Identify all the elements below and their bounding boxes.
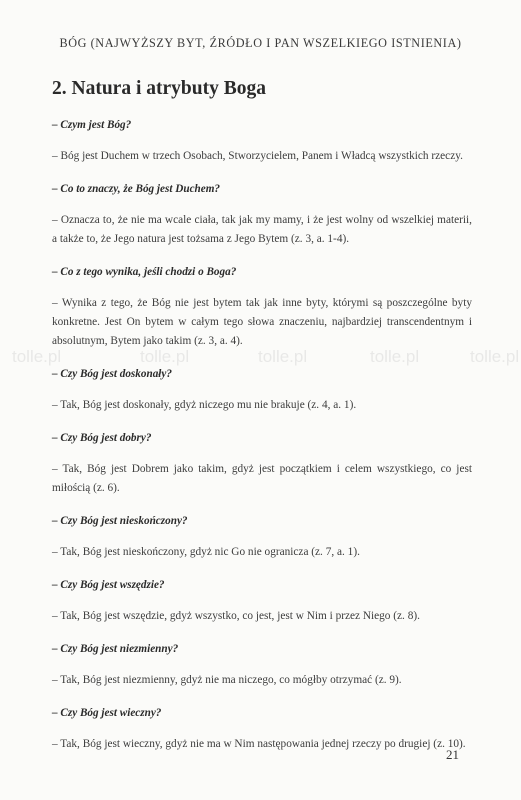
page-number: 21 <box>446 747 459 762</box>
question: – Co z tego wynika, jeśli chodzi o Boga? <box>52 266 237 278</box>
question: – Czy Bóg jest wieczny? <box>52 707 162 719</box>
question: – Czy Bóg jest wszędzie? <box>52 579 165 591</box>
question: – Czy Bóg jest dobry? <box>52 432 152 444</box>
question: – Co to znaczy, że Bóg jest Duchem? <box>52 183 221 195</box>
question: – Czy Bóg jest niezmienny? <box>52 643 179 655</box>
answer: – Tak, Bóg jest Dobrem jako takim, gdyż jest początkiem i celem wszystkiego, co jest miłością (z. 6). <box>52 463 472 494</box>
answer: – Tak, Bóg jest doskonały, gdyż niczego mu nie brakuje (z. 4, a. 1). <box>52 399 357 411</box>
chapter-title: 2. Natura i atrybuty Boga <box>52 78 266 99</box>
watermark-text: tolle.pl <box>470 347 520 366</box>
question: – Czy Bóg jest nieskończony? <box>52 515 188 527</box>
answer: – Tak, Bóg jest nieskończony, gdyż nic Go nie ogranicza (z. 7, a. 1). <box>52 546 360 558</box>
running-head: BÓG (NAJWYŻSZY BYT, ŹRÓDŁO I PAN WSZELKIEGO ISTNIENIA) <box>59 36 462 50</box>
question: – Czym jest Bóg? <box>52 119 132 131</box>
answer: – Tak, Bóg jest wieczny, gdyż nie ma w Nim następowania jednej rzeczy po drugiej (z. 10). <box>52 738 466 750</box>
watermark-text: tolle.pl <box>12 347 62 366</box>
answer: – Bóg jest Duchem w trzech Osobach, Stworzycielem, Panem i Władcą wszystkich rzeczy. <box>52 150 463 162</box>
answer: – Tak, Bóg jest niezmienny, gdyż nie ma niczego, co mógłby otrzymać (z. 9). <box>52 674 402 686</box>
answer: – Oznacza to, że nie ma wcale ciała, tak jak my mamy, i że jest wolny od wszelkiej materii, a także to, że Jego natura jest tożsama z Jego Bytem (z. 3, a. 1-4). <box>52 214 472 245</box>
watermark-text: tolle.pl <box>140 347 190 366</box>
qa-list <box>52 117 472 769</box>
question: – Czy Bóg jest doskonały? <box>52 368 172 380</box>
answer: – Tak, Bóg jest wszędzie, gdyż wszystko, co jest, jest w Nim i przez Niego (z. 8). <box>52 610 420 622</box>
watermark-text: tolle.pl <box>258 347 308 366</box>
answer: – Wynika z tego, że Bóg nie jest bytem tak jak inne byty, którymi są poszczególne byty konkretne. Jest On bytem w całym tego słowa znaczeniu, najbardziej transcendentnym i absolutnym, Bytem jako takim (z. 3, a. 4). <box>52 297 472 347</box>
watermark-text: tolle.pl <box>370 347 420 366</box>
